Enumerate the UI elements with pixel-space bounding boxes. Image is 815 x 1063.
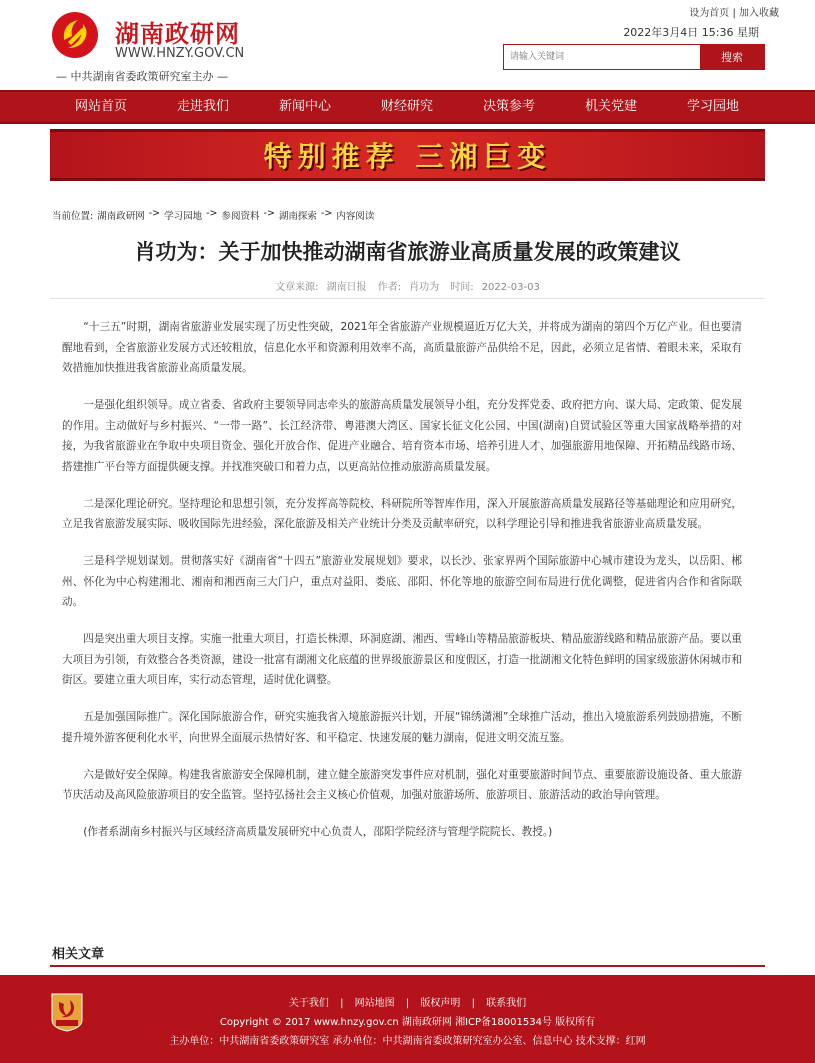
- featured-banner[interactable]: [50, 129, 765, 181]
- nav-item-finance[interactable]: 财经研究: [380, 99, 433, 114]
- breadcrumb-label: 当前位置:: [52, 211, 94, 222]
- author-label: 作者:: [377, 282, 402, 293]
- footer-links: [0, 994, 815, 1009]
- footer-link-separator: |: [471, 998, 475, 1009]
- current-date: 2022年3月4日 15:36 星期: [623, 26, 759, 39]
- footer-host-info: 主办单位：中共湖南省委政策研究室 承办单位：中共湖南省委政策研究室办公室、信息中心 技术支撑：红网: [169, 1036, 646, 1047]
- nav-item-about[interactable]: 走进我们: [176, 99, 229, 114]
- breadcrumb-separator: ->: [320, 208, 333, 219]
- nav-item-news[interactable]: 新闻中心: [278, 99, 331, 114]
- breadcrumb-item-reference[interactable]: 参阅资料: [221, 211, 260, 222]
- article-paragraph: 六是做好安全保障。构建我省旅游安全保障机制，建立健全旅游突发事件应对机制，强化对重要旅游时间节点、重要旅游设施设备、重大旅游节庆活动及高风险旅游项目的安全监管。坚持弘扬社会主义核心价值观，加强对旅游场所、旅游项目、旅游活动的政治导向管理。: [62, 768, 742, 801]
- party-emblem-icon: [50, 10, 100, 60]
- article-paragraph: 一是强化组织领导。成立省委、省政府主要领导同志牵头的旅游高质量发展领导小组，充分发挥党委、政府把方向、谋大局、定政策、促发展的作用。主动做好与乡村振兴、“一带一路”、长江经济带、粤港澳大湾区、国家长征文化公园、中国(湖南)自贸试验区等重大国家战略举措的对接，为我省旅游业在争取中央项目资金、强化开放合作、促进产业融合、培育资本市场、培养引进人才、加强旅游用地保障、开拓精品线路市场、搭建推广平台等方面提供硬支撑。并找准突破口和着力点，以更高站位推动旅游高质量发展。: [62, 399, 742, 473]
- footer-link-contact[interactable]: 联系我们: [486, 998, 527, 1009]
- nav-item-home[interactable]: 网站首页: [74, 99, 127, 114]
- article-body: [62, 317, 742, 859]
- title-divider: [50, 298, 765, 299]
- article-paragraph: 五是加强国际推广。深化国际旅游合作，研究实施我省入境旅游振兴计划，开展“锦绣潇湘”全球推广活动，推出入境旅游系列鼓励措施，不断提升境外游客便利化水平，向世界全面展示热情好客、和平稳定、快速发展的魅力湖南，促进文明交流互鉴。: [62, 711, 742, 744]
- footer-link-separator: |: [340, 998, 344, 1009]
- site-logo[interactable]: [50, 10, 250, 82]
- nav-item-study[interactable]: 学习园地: [686, 99, 739, 114]
- footer-link-copyright[interactable]: 版权声明: [420, 998, 461, 1009]
- search-button[interactable]: 搜索: [700, 45, 764, 69]
- site-name: 湖南政研网: [115, 20, 240, 48]
- banner-text: 特别推荐 三湘巨变: [263, 140, 552, 173]
- breadcrumb-item-home[interactable]: 湖南政研网: [97, 211, 145, 222]
- footer-link-separator: |: [405, 998, 410, 1009]
- related-articles-title: 相关文章: [52, 947, 105, 962]
- footer-copyright: Copyright © 2017 www.hnzy.gov.cn 湖南政研网 湘ICP备18001534号 版权所有: [219, 1017, 596, 1028]
- nav-item-party[interactable]: 机关党建: [584, 99, 637, 114]
- article-paragraph: (作者系湖南乡村振兴与区域经济高质量发展研究中心负责人，邵阳学院经济与管理学院院长、教授。): [83, 826, 553, 838]
- breadcrumb-item-study[interactable]: 学习园地: [164, 211, 203, 222]
- top-links-separator: |: [732, 8, 736, 19]
- source-label: 文章来源:: [275, 282, 319, 293]
- site-footer: [0, 975, 815, 1063]
- search-box: [503, 44, 765, 70]
- breadcrumb-item-explore[interactable]: 湖南探索: [278, 211, 317, 222]
- article-paragraph: 三是科学规划谋划。贯彻落实好《湖南省“十四五”旅游业发展规划》要求，以长沙、张家界两个国际旅游中心城市建设为龙头，以岳阳、郴州、怀化为中心构建湘北、湘南和湘西南三大门户，重点对益阳、娄底、邵阳、怀化等地的旅游空间布局进行优化调整，促进省内合作和省际联动。: [62, 555, 742, 608]
- time-label: 时间:: [450, 282, 474, 293]
- site-url: WWW.HNZY.GOV.CN: [115, 46, 245, 61]
- article-paragraph: 二是深化理论研究。坚持理论和思想引领，充分发挥高等院校、科研院所等智库作用，深入开展旅游高质量发展路径等基础理论和应用研究，立足我省旅游发展实际、吸收国际先进经验，深化旅游及相关产业统计分类及贡献率研究，以科学理论引导和推进我省旅游业高质量发展。: [62, 497, 742, 530]
- article-paragraph: “十三五”时期，湖南省旅游业发展实现了历史性突破，2021年全省旅游产业规模逼近万亿大关，并将成为湖南的第四个万亿产业。但也要清醒地看到，全省旅游业发展方式还较粗放，信息化水平和资源利用效率不高，高质量旅游产品供给不足，因此，必须立足省情、着眼未来，采取有效措施加快推进我省旅游业高质量发展。: [62, 321, 742, 374]
- source-value: 湖南日报: [326, 282, 367, 293]
- add-favorite-link[interactable]: 加入收藏: [739, 8, 779, 19]
- search-input[interactable]: [504, 45, 700, 69]
- site-header: [0, 0, 815, 88]
- article-meta: [0, 278, 815, 293]
- breadcrumb-separator: ->: [148, 208, 161, 219]
- nav-item-decision[interactable]: 决策参考: [482, 99, 535, 114]
- page-title: 肖功为：关于加快推动湖南省旅游业高质量发展的政策建议: [134, 240, 681, 264]
- breadcrumb-separator: ->: [206, 208, 218, 219]
- footer-link-sitemap[interactable]: 网站地图: [354, 998, 395, 1009]
- site-sponsor: — 中共湖南省委政策研究室主办 —: [56, 70, 228, 83]
- breadcrumb: [52, 208, 374, 222]
- article-paragraph: 四是突出重大项目支撑。实施一批重大项目，打造长株潭、环洞庭湖、湘西、雪峰山等精品旅游板块、精品旅游线路和精品旅游产品。要以重大项目为引领，有效整合各类资源，建设一批富有湖湘文化底蕴的世界级旅游景区和度假区，打造一批湖湘文化特色鲜明的国家级旅游休闲城市和街区。要建立重大项目库，实行动态管理，适时优化调整。: [62, 633, 742, 686]
- top-links: [689, 4, 779, 19]
- author-value: 肖功为: [409, 282, 440, 293]
- time-value: 2022-03-03: [481, 282, 540, 293]
- breadcrumb-separator: ->: [263, 208, 275, 219]
- footer-link-about[interactable]: 关于我们: [288, 998, 329, 1009]
- main-nav: [0, 90, 815, 124]
- breadcrumb-item-current: 内容阅读: [336, 211, 375, 222]
- related-divider: [50, 965, 765, 967]
- set-home-link[interactable]: 设为首页: [689, 8, 730, 19]
